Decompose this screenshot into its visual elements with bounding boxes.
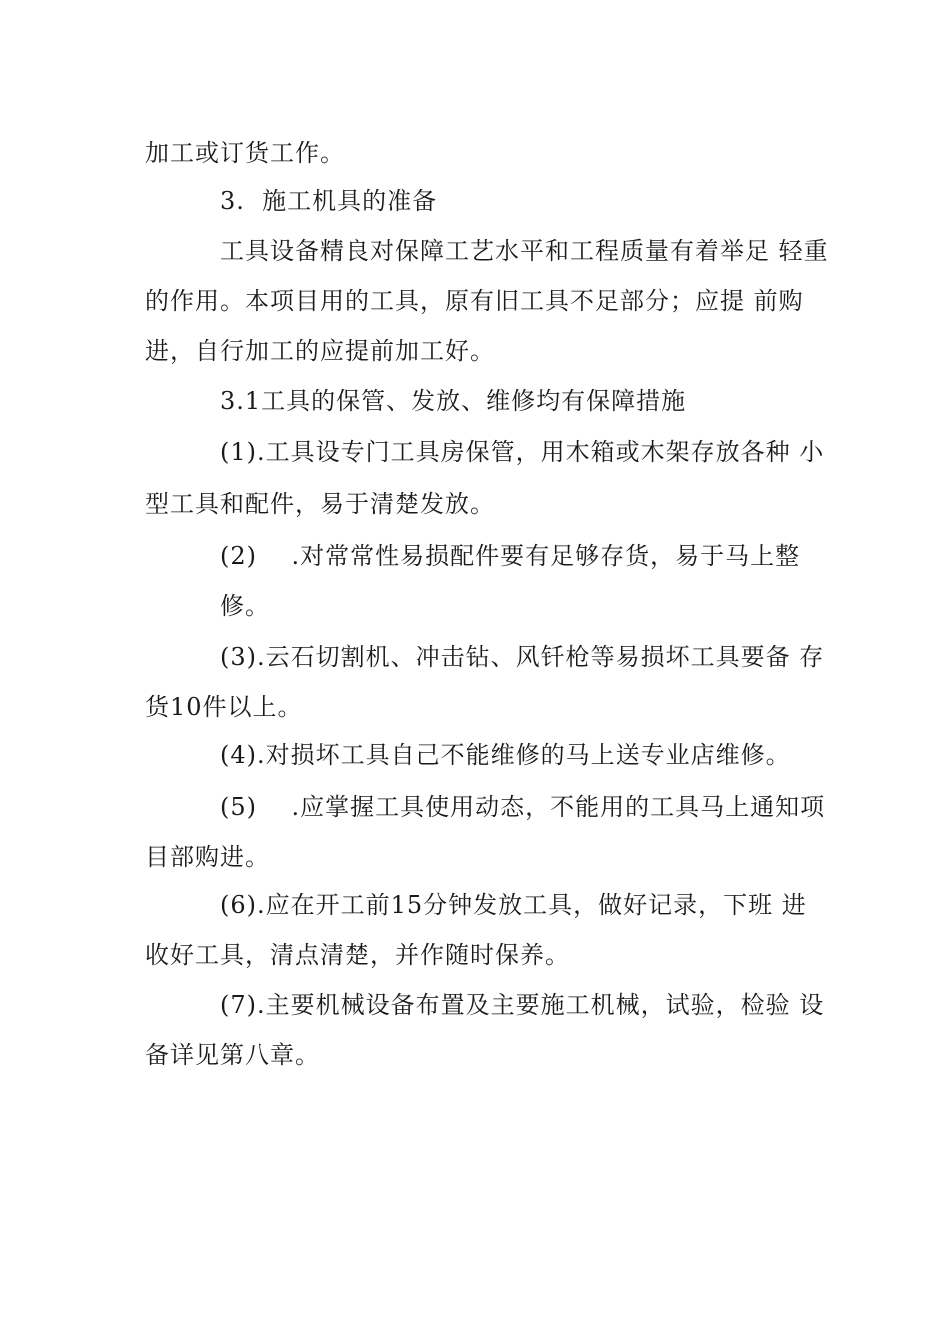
text-line: 修。	[220, 592, 270, 620]
list-item: (2) .对常常性易损配件要有足够存货，易于马上整	[220, 542, 801, 570]
list-item: (4).对损坏工具自己不能维修的马上送专业店维修。	[220, 741, 791, 769]
text-line: 进，自行加工的应提前加工好。	[145, 337, 495, 365]
text-line: 加工或订货工作。	[145, 139, 345, 167]
subsection-heading: 3.1工具的保管、发放、维修均有保障措施	[220, 387, 687, 415]
text-line: 目部购进。	[145, 843, 270, 871]
text-line: 备详见第八章。	[145, 1041, 320, 1069]
list-item: (5) .应掌握工具使用动态，不能用的工具马上通知项	[220, 793, 826, 821]
list-item: (6).应在开工前15分钟发放工具，做好记录，下班 进	[220, 891, 807, 919]
text-line: 型工具和配件，易于清楚发放。	[145, 490, 495, 518]
list-item: (1).工具设专门工具房保管，用木箱或木架存放各种 小	[220, 438, 825, 466]
list-item: (7).主要机械设备布置及主要施工机械，试验，检验 设	[220, 991, 825, 1019]
text-line: 货10件以上。	[145, 693, 303, 721]
text-line: 收好工具，清点清楚，并作随时保养。	[145, 941, 570, 969]
text-line: 工具设备精良对保障工艺水平和工程质量有着举足 轻重	[220, 237, 829, 265]
section-heading: 3. 施工机具的准备	[220, 187, 438, 215]
text-line: 的作用。本项目用的工具，原有旧工具不足部分；应提 前购	[145, 287, 804, 315]
list-item: (3).云石切割机、冲击钻、风钎枪等易损坏工具要备 存	[220, 643, 825, 671]
